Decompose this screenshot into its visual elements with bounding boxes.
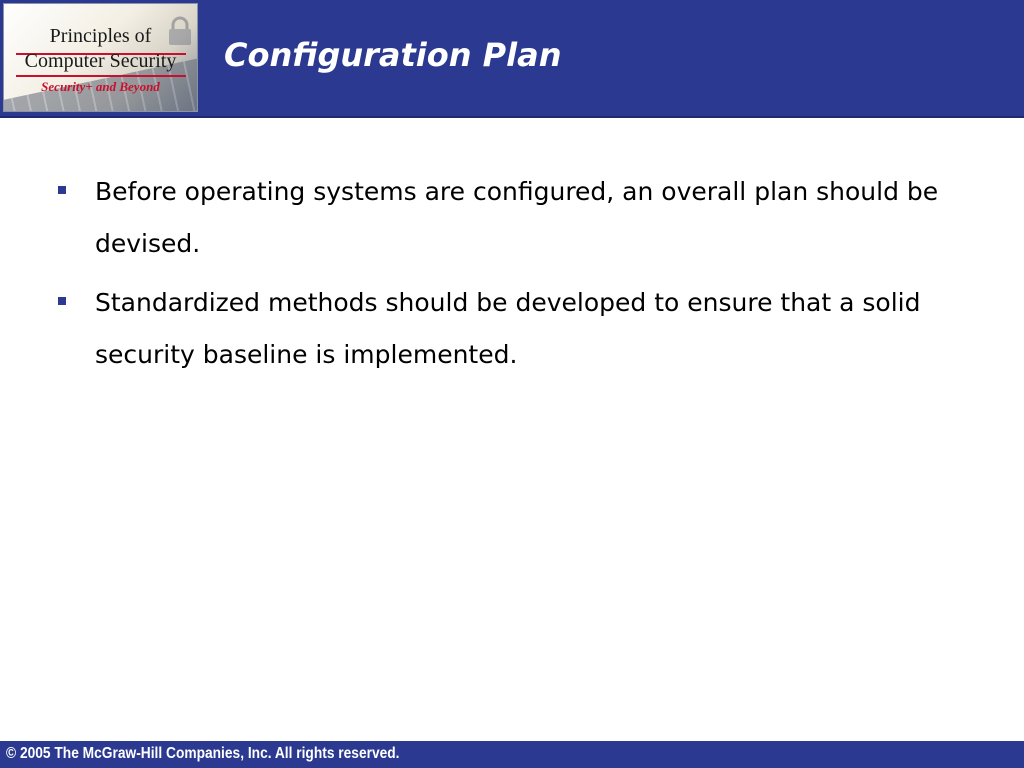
bullet-text: Standardized methods should be developed to ensure that a solid security baseline is implemented.: [95, 288, 921, 369]
footer-bar: [0, 741, 1024, 768]
header-bar: [0, 0, 1024, 118]
logo-title-line1: Principles of: [49, 25, 152, 47]
logo-red-rule-bottom: [16, 75, 186, 77]
book-logo: [3, 3, 198, 112]
square-bullet-icon: [58, 186, 66, 194]
logo-title-line2: Computer Security: [24, 50, 177, 72]
bullet-list: [58, 166, 988, 388]
bullet-item: [58, 277, 988, 381]
bullet-text: Before operating systems are configured, an overall plan should be devised.: [95, 177, 939, 258]
square-bullet-icon: [58, 297, 66, 305]
bullet-item: [58, 166, 988, 270]
copyright-notice: © 2005 The McGraw-Hill Companies, Inc. All rights reserved.: [6, 745, 400, 762]
slide-title: Configuration Plan: [224, 36, 562, 74]
logo-subtitle: Security+ and Beyond: [41, 79, 160, 94]
